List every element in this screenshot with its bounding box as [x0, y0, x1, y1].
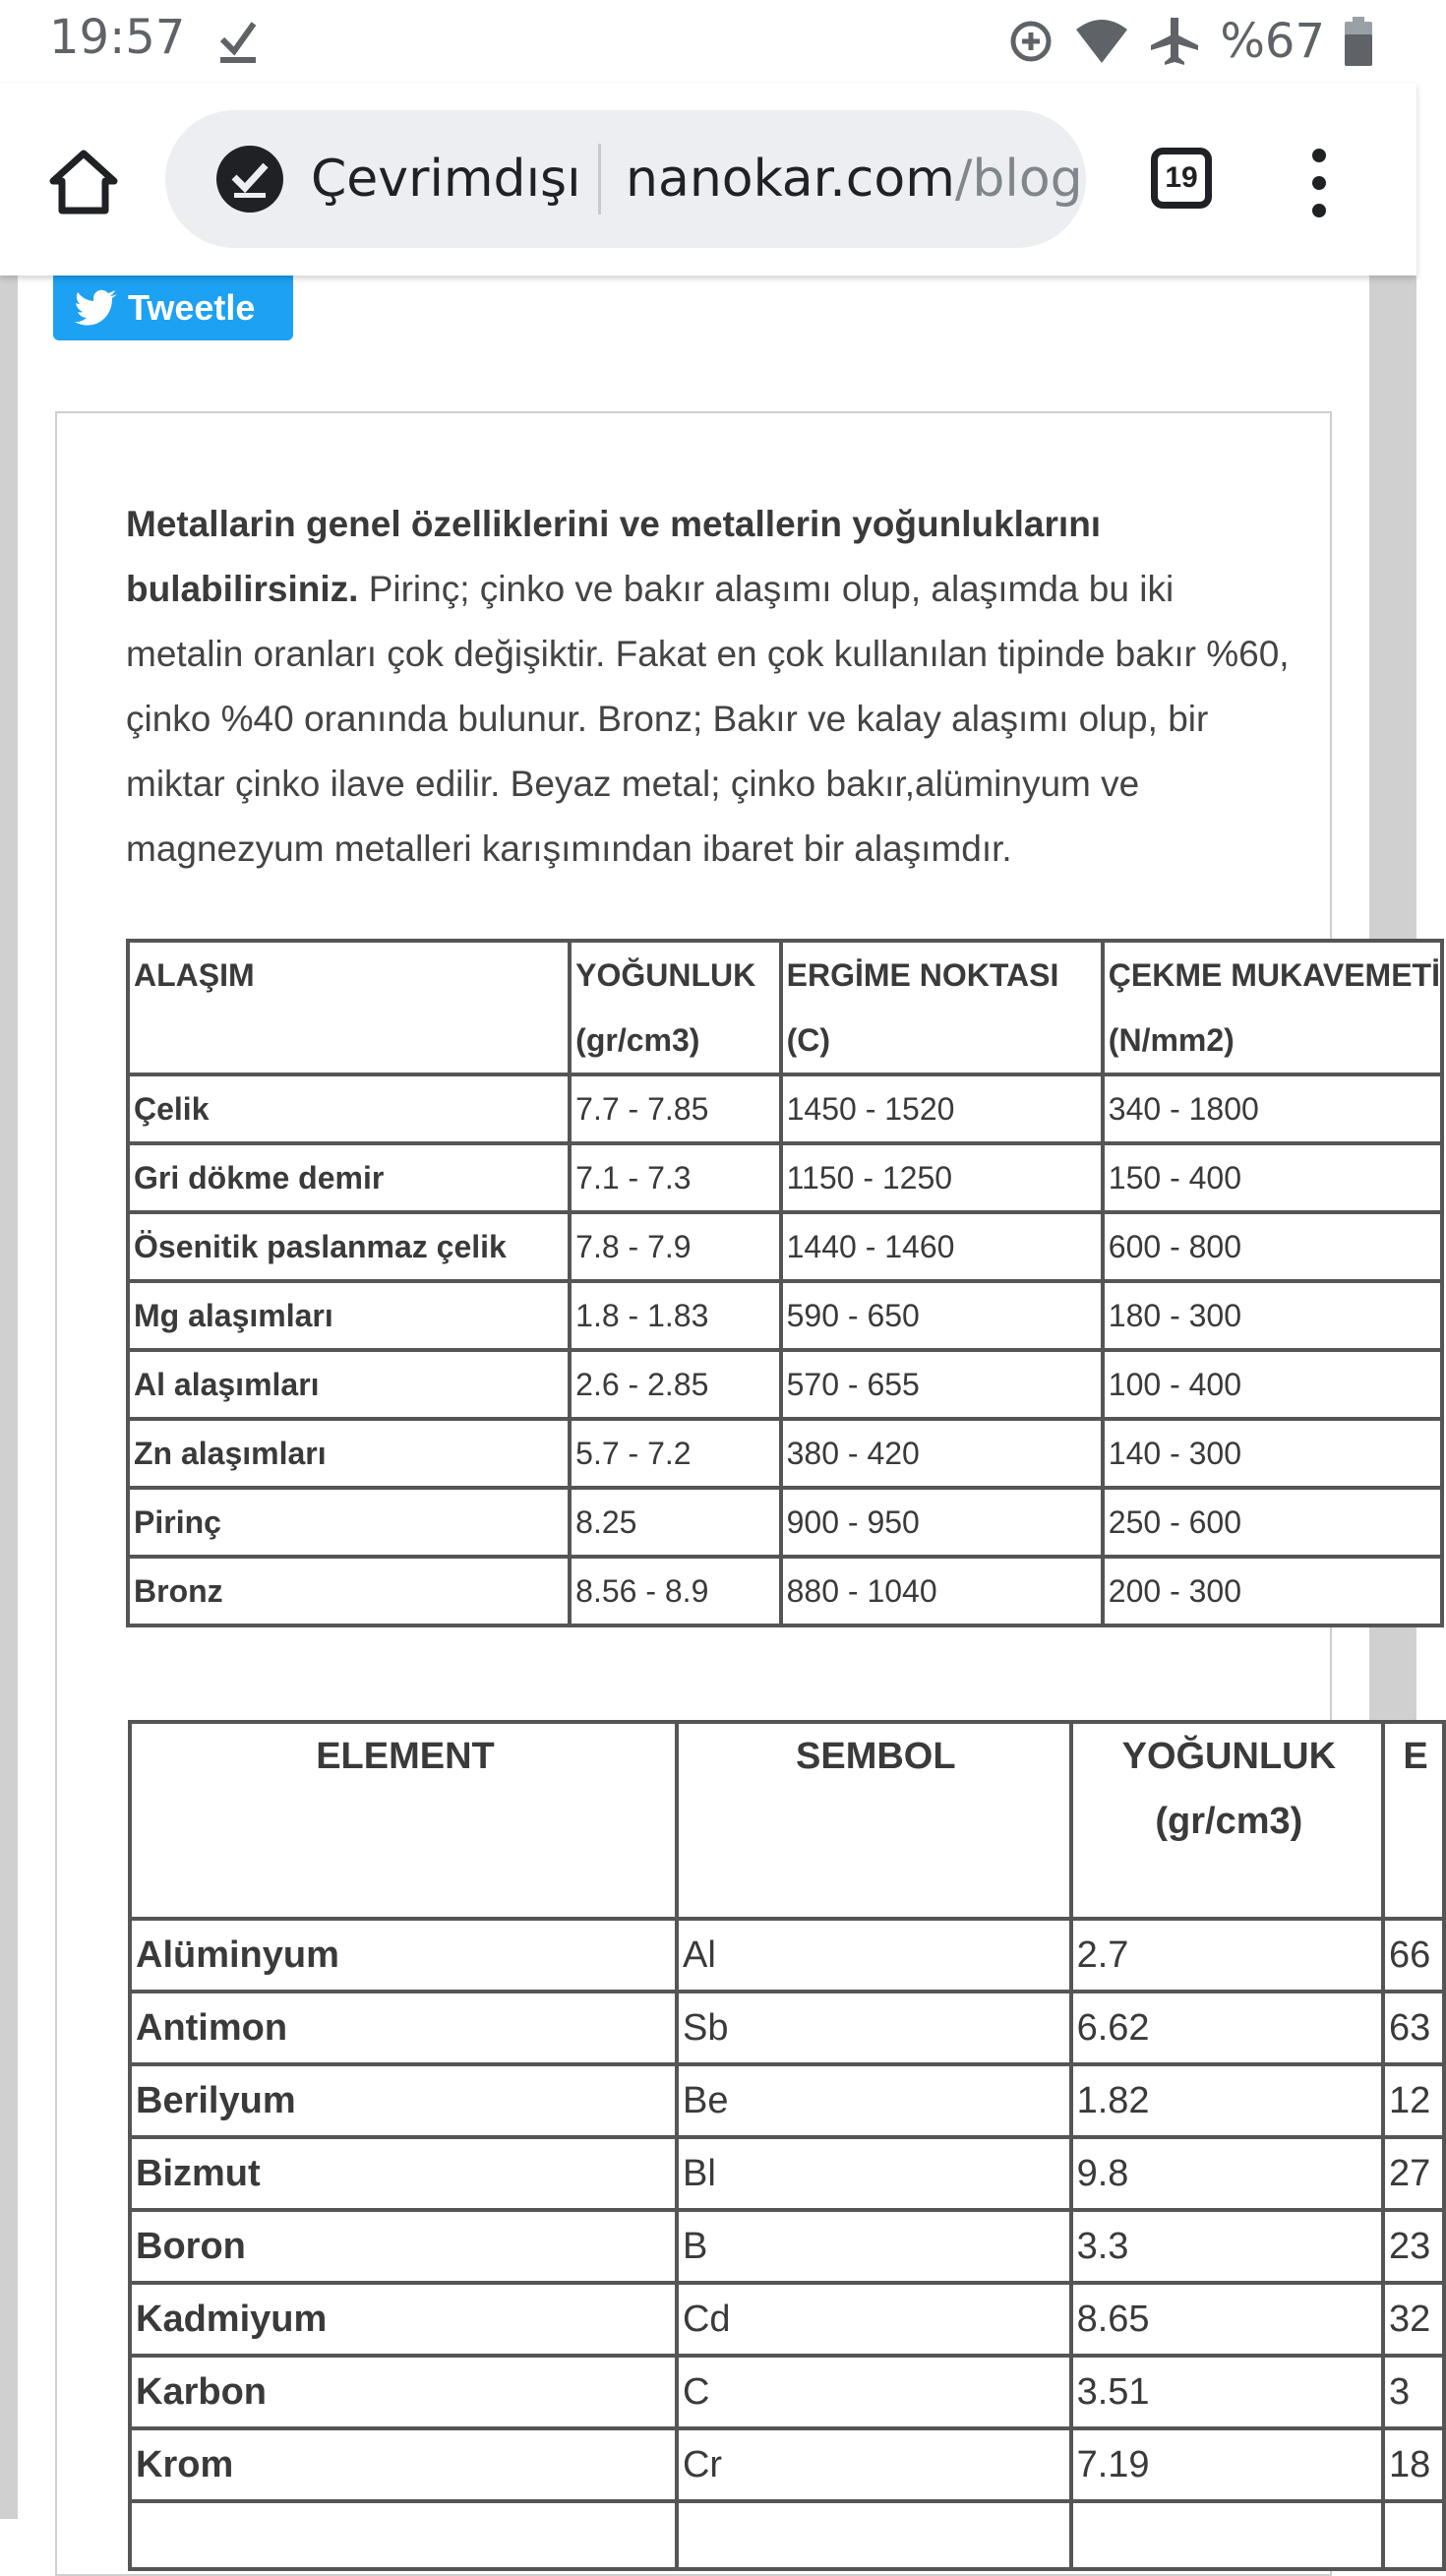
battery-percent: %67	[1220, 14, 1325, 69]
element-table-cell: 63	[1383, 1992, 1444, 2064]
element-table-cell: Bl	[677, 2137, 1071, 2210]
web-page[interactable]	[0, 276, 1440, 2519]
alloy-table-cell: 150 - 400	[1103, 1143, 1442, 1212]
offline-label: Çevrimdışı	[311, 150, 581, 209]
element-table-cell	[1071, 2501, 1383, 2569]
element-table-cell: Antimon	[130, 1992, 677, 2064]
data-saver-icon	[1007, 18, 1054, 65]
tweet-button[interactable]	[53, 276, 293, 340]
alloy-table-row	[128, 1281, 1442, 1350]
element-table-row	[130, 2428, 1444, 2501]
page-left-gutter	[0, 276, 18, 2519]
intro-paragraph	[126, 492, 1296, 882]
element-table-cell: Karbon	[130, 2356, 677, 2428]
alloy-table-header-cell	[1103, 941, 1442, 1074]
alloy-table-cell: Çelik	[128, 1074, 570, 1143]
alloy-table-cell: Pirinç	[128, 1488, 570, 1557]
element-table-row	[130, 2501, 1444, 2569]
element-table-cell: 6.62	[1071, 1992, 1383, 2064]
alloy-table-cell: 180 - 300	[1103, 1281, 1442, 1350]
element-table-cell: Krom	[130, 2428, 677, 2501]
alloy-table-cell: 140 - 300	[1103, 1419, 1442, 1488]
element-table-cell: Cd	[677, 2283, 1071, 2356]
download-done-icon	[218, 18, 258, 65]
element-table-header-line1: SEMBOL	[796, 1736, 956, 1777]
omnibox-divider	[598, 144, 601, 215]
twitter-bird-icon	[75, 290, 118, 326]
alloy-table-cell: Zn alaşımları	[128, 1419, 570, 1488]
element-table-header-row	[130, 1722, 1444, 1919]
element-table-header-line2: (gr/cm3)	[1155, 1801, 1303, 1842]
browser-toolbar	[0, 83, 1416, 276]
element-table-cell: Cr	[677, 2428, 1071, 2501]
alloy-table-header-cell	[781, 941, 1103, 1074]
element-table-row	[130, 1992, 1444, 2064]
status-time: 19:57	[49, 10, 186, 65]
alloy-table-cell: 600 - 800	[1103, 1212, 1442, 1281]
alloy-table-cell: 8.56 - 8.9	[570, 1557, 780, 1625]
element-table-row	[130, 1919, 1444, 1992]
element-table-cell: 2.7	[1071, 1919, 1383, 1992]
alloy-table-cell: 8.25	[570, 1488, 780, 1557]
alloy-table-row	[128, 1212, 1442, 1281]
alloy-table-cell: Ösenitik paslanmaz çelik	[128, 1212, 570, 1281]
status-bar	[0, 0, 1416, 83]
alloy-table-cell: 340 - 1800	[1103, 1074, 1442, 1143]
alloy-table-cell: 5.7 - 7.2	[570, 1419, 780, 1488]
alloy-table-header-cell	[570, 941, 780, 1074]
element-table-cell: 32	[1383, 2283, 1444, 2356]
element-table-cell: Al	[677, 1919, 1071, 1992]
element-table-cell	[1383, 2501, 1444, 2569]
url-text[interactable]	[626, 150, 1083, 209]
element-table-row	[130, 2064, 1444, 2137]
airplane-icon	[1149, 16, 1200, 67]
alloy-table-row	[128, 1143, 1442, 1212]
alloy-table-header-cell	[128, 941, 570, 1074]
alloy-table-cell: Gri dökme demir	[128, 1143, 570, 1212]
element-table-cell: Boron	[130, 2210, 677, 2283]
alloy-table-header-row	[128, 941, 1442, 1074]
alloy-table-cell: 250 - 600	[1103, 1488, 1442, 1557]
alloy-table-header-line1: ALAŞIM	[134, 957, 255, 993]
alloy-table-cell: 380 - 420	[781, 1419, 1103, 1488]
alloy-table-row	[128, 1074, 1442, 1143]
element-table-cell: Sb	[677, 1992, 1071, 2064]
alloy-table-header-line1: YOĞUNLUK	[575, 957, 756, 993]
element-table-header-cell	[1383, 1722, 1444, 1919]
url-domain: nanokar.com	[626, 150, 955, 209]
element-table-cell: 18	[1383, 2428, 1444, 2501]
element-table-row	[130, 2137, 1444, 2210]
url-path: /blog	[954, 150, 1083, 209]
element-table-cell	[677, 2501, 1071, 2569]
element-table-header-cell	[677, 1722, 1071, 1919]
alloy-table-row	[128, 1419, 1442, 1488]
wifi-icon	[1074, 18, 1129, 65]
alloy-table-cell: 100 - 400	[1103, 1350, 1442, 1419]
element-table	[128, 1720, 1446, 2571]
element-table-cell: B	[677, 2210, 1071, 2283]
alloy-table-cell: 1.8 - 1.83	[570, 1281, 780, 1350]
alloy-table-row	[128, 1557, 1442, 1625]
element-table-cell: 12	[1383, 2064, 1444, 2137]
alloy-table-cell: 900 - 950	[781, 1488, 1103, 1557]
element-table-cell: 27	[1383, 2137, 1444, 2210]
alloy-table-cell: 1440 - 1460	[781, 1212, 1103, 1281]
alloy-table	[126, 939, 1444, 1627]
alloy-table-cell: 7.1 - 7.3	[570, 1143, 780, 1212]
element-table-row	[130, 2210, 1444, 2283]
address-bar[interactable]	[165, 110, 1086, 248]
element-table-cell: Berilyum	[130, 2064, 677, 2137]
element-table-cell: 23	[1383, 2210, 1444, 2283]
element-table-header-cell	[1071, 1722, 1383, 1919]
element-table-cell	[130, 2501, 677, 2569]
alloy-table-header-line2: (gr/cm3)	[575, 1022, 700, 1058]
alloy-table-cell: 1450 - 1520	[781, 1074, 1103, 1143]
element-table-cell: 1.82	[1071, 2064, 1383, 2137]
element-table-cell: 66	[1383, 1919, 1444, 1992]
alloy-table-cell: Al alaşımları	[128, 1350, 570, 1419]
alloy-table-header-line1: ÇEKME MUKAVEMETİ	[1108, 957, 1440, 993]
alloy-table-cell: 2.6 - 2.85	[570, 1350, 780, 1419]
element-table-cell: 7.19	[1071, 2428, 1383, 2501]
alloy-table-header-line1: ERGİME NOKTASI	[786, 957, 1059, 993]
element-table-row	[130, 2283, 1444, 2356]
status-right-group	[1007, 14, 1372, 69]
alloy-table-cell: 590 - 650	[781, 1281, 1103, 1350]
intro-bold: Metallarin genel özelliklerini ve metallerin yoğunluklarını bulabilirsiniz.	[126, 504, 1102, 609]
element-table-cell: C	[677, 2356, 1071, 2428]
element-table-cell: Be	[677, 2064, 1071, 2137]
element-table-cell: Bizmut	[130, 2137, 677, 2210]
intro-text: Pirinç; çinko ve bakır alaşımı olup, alaşımda bu iki metalin oranları çok değişiktir. Fakat en çok kullanılan tipinde bakır %60, çinko %40 oranında bulunur. Bronz; Bakır ve kalay alaşımı olup, bir miktar çinko ilave edilir. Beyaz metal; çinko bakır,alüminyum ve magnezyum metalleri karışımından ibaret bir alaşımdır.	[126, 569, 1290, 869]
element-table-cell: 9.8	[1071, 2137, 1383, 2210]
alloy-table-header-line2: (C)	[786, 1022, 831, 1058]
element-table-cell: Kadmiyum	[130, 2283, 677, 2356]
element-table-header-line1: YOĞUNLUK	[1121, 1736, 1337, 1777]
more-menu-icon[interactable]	[1304, 148, 1334, 218]
alloy-table-cell: 880 - 1040	[781, 1557, 1103, 1625]
alloy-table-cell: 1150 - 1250	[781, 1143, 1103, 1212]
element-table-cell: 3.3	[1071, 2210, 1383, 2283]
element-table-row	[130, 2356, 1444, 2428]
element-table-header-line1: ELEMENT	[316, 1736, 495, 1777]
alloy-table-header-line2: (N/mm2)	[1108, 1022, 1235, 1058]
element-table-cell: 8.65	[1071, 2283, 1383, 2356]
offline-check-icon	[214, 144, 285, 215]
alloy-table-cell: Bronz	[128, 1557, 570, 1625]
element-table-cell: 3.51	[1071, 2356, 1383, 2428]
alloy-table-cell: 570 - 655	[781, 1350, 1103, 1419]
tweet-label: Tweetle	[128, 287, 256, 328]
home-icon[interactable]	[49, 148, 118, 216]
tab-switcher-button[interactable]: 19	[1151, 148, 1212, 209]
element-table-cell: Alüminyum	[130, 1919, 677, 1992]
element-table-header-line1: E	[1403, 1736, 1428, 1777]
element-table-header-cell	[130, 1722, 677, 1919]
battery-icon	[1345, 17, 1372, 66]
element-table-cell: 3	[1383, 2356, 1444, 2428]
alloy-table-row	[128, 1488, 1442, 1557]
alloy-table-cell: 200 - 300	[1103, 1557, 1442, 1625]
alloy-table-row	[128, 1350, 1442, 1419]
alloy-table-cell: 7.8 - 7.9	[570, 1212, 780, 1281]
alloy-table-cell: Mg alaşımları	[128, 1281, 570, 1350]
alloy-table-cell: 7.7 - 7.85	[570, 1074, 780, 1143]
